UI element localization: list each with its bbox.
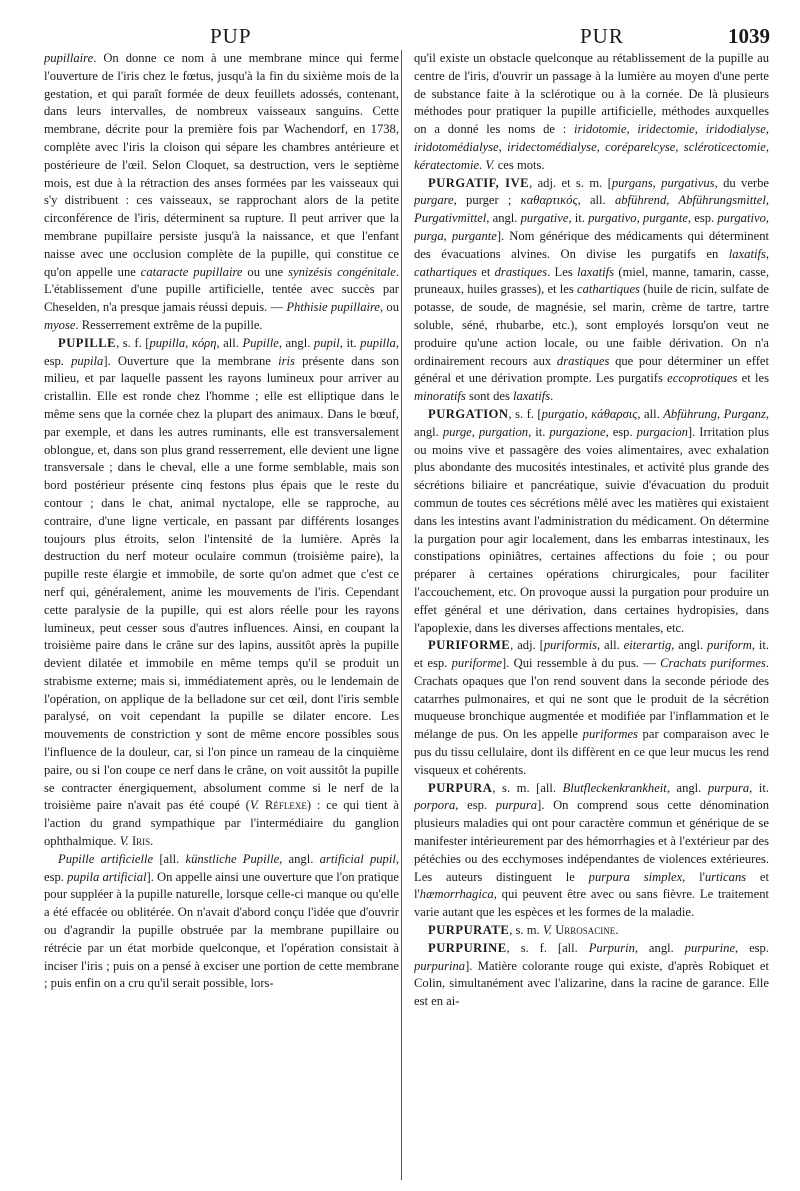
cross-reference: Urrosacine xyxy=(555,923,616,938)
body-text: , angl. xyxy=(486,211,521,226)
italic-text: pupillaire xyxy=(44,51,94,65)
italic-text: iridotomie, iridectomie, iridodialyse, iridotomédialyse, iridectomédialyse, coréparelcyse, scléroticectomie, kératectomie xyxy=(414,122,769,172)
italic-text: V. xyxy=(485,157,495,172)
right-running-headword: PUR xyxy=(580,24,624,48)
right-column xyxy=(414,50,769,1185)
body-text: ]. On comprend sous cette dénomination plusieurs maladies qui ont pour caractère commun et générique de se manifester intérieurement par des hémorrhagies et à l'extérieur par des pétéchies ou des ecchymoses indépendantes de violences extérieures. Les auteurs distinguent le xyxy=(414,798,769,884)
italic-text: cataracte pupillaire xyxy=(140,264,243,279)
italic-text: purgans, purgativus xyxy=(611,175,715,190)
body-text: (miel, manne, tamarin, casse, pruneaux, huiles grasses), et les xyxy=(414,264,769,297)
body-text: que pour déterminer un effet général et une dérivation prompte. Les purgatifs xyxy=(414,353,769,386)
body-text: , angl. xyxy=(634,940,685,955)
body-text: (huile de ricin, sulfate de potasse, de soude, de magnésie, sel marin, crème de tartre, tartre soluble, séné, rhubarbe, etc.), sont employés lorsqu'on veut ne produire qu'une action locale, ou une faible dérivation. On n'a ordinairement recours aux xyxy=(414,282,769,368)
body-text: , adj. [ xyxy=(510,638,544,653)
body-text: . Les xyxy=(547,264,577,279)
body-text: ]. Matière colorante rouge qui existe, d'après Robiquet et Colin, simultanément avec l'alizarine, dans la racine de garance. Elle est en ai- xyxy=(414,958,769,1009)
dictionary-paragraph xyxy=(414,406,769,637)
italic-text: künstliche Pupille xyxy=(185,851,280,866)
italic-text: Pupille xyxy=(242,335,279,350)
body-text: . L'établissement d'une pupille artificielle, tentée avec succès par Cheselden, n'a presque jamais réussi depuis. — xyxy=(44,264,399,315)
body-text: ou une xyxy=(242,264,289,279)
italic-text: purgazione xyxy=(549,424,606,439)
body-text: par comparaison avec le pus du tissu cellulaire, dont ils diffèrent en ce que leur mucus les rend visqueux et cohérents. xyxy=(414,727,769,777)
left-column xyxy=(44,50,399,1185)
body-text: ) : ce qui tient à l'action du grand sympathique par l'intermédiaire du ganglion ophthalmique. xyxy=(44,798,399,849)
italic-text: pupil xyxy=(313,335,340,350)
italic-text: purpurina xyxy=(414,958,466,973)
italic-text: porpora xyxy=(414,798,456,813)
italic-text: iris xyxy=(278,353,295,368)
body-text: , s. m. [all. xyxy=(492,780,563,795)
dictionary-paragraph xyxy=(44,50,399,335)
body-text: , angl. xyxy=(278,335,314,350)
body-text: , qui peuvent être avec ou sans fièvre. Le traitement varie autant que les espèces et les formes de la maladie. xyxy=(414,887,769,920)
dictionary-paragraph xyxy=(44,335,399,851)
italic-text: Blutfleckenkrankheit xyxy=(562,780,667,795)
body-text: , l' xyxy=(682,869,705,884)
body-text: , it. et esp. xyxy=(414,638,769,671)
cross-reference: Iris xyxy=(131,834,151,849)
dictionary-paragraph xyxy=(414,637,769,779)
body-text: , esp. xyxy=(735,940,769,955)
body-text: sont des xyxy=(465,389,514,404)
body-text: , angl. xyxy=(671,638,708,653)
dictionary-paragraph xyxy=(414,922,769,940)
italic-text: hæmorrhagica xyxy=(419,887,494,902)
body-text: et xyxy=(476,264,495,279)
body-text: . xyxy=(479,157,486,172)
dictionary-paragraph xyxy=(44,851,399,993)
body-text: , xyxy=(185,335,192,350)
italic-text: purgatio xyxy=(541,406,585,421)
body-text: , it. xyxy=(568,211,589,226)
page-number: 1039 xyxy=(728,24,770,48)
italic-text: puriformes xyxy=(582,727,638,742)
column-rule xyxy=(401,50,402,1180)
body-text: ]. On appelle ainsi une ouverture que l'on pratique pour suppléer à la pupille naturelle, lorsque celle-ci manque ou qu'elle a été effacée ou oblitérée. On n'avait d'abord conçu l'idée que d'ouvrir ou d'agrandir la pupille obstruée par la membrane pupillaire ou rétrécie par un état morbide quelconque, et l'opération consistait à inciser l'iris ; puis on a pensé à exciser une portion de cette membrane ; puis enfin on a cru qu'il serait possible, lors- xyxy=(44,869,399,991)
body-text: ]. Ouverture que la membrane xyxy=(103,353,279,368)
body-text: , all. xyxy=(216,335,243,350)
body-text: , du verbe xyxy=(714,175,769,190)
body-text: présente dans son milieu, et par laquelle passent les rayons lumineux pour arriver au cristallin. Elle est ronde chez l'homme ; elle est elliptique dans le même sens que la cornée chez la plupart des animaux. Dans le bœuf, par exemple, et dans les autres ruminants, elle est transversalement oblongue, et, dans son plus grand resserrement, elle devient une ligne transversale ; dans le cheval, elle a une forme semblable, mais son bord postérieur présente cinq festons plus épais que le reste du contour ; dans le chat, animal nyctalope, elle se rapproche, au contraire, d'une ligne verticale, en passant par différents losanges toujours plus étroits, selon l'intensité de la lumière. Après la destruction du nerf moteur oculaire commun (troisième paire), la pupille reste élargie et immobile, de sorte qu'on admet que c'est ce nerf qui, généralement, anime les mouvements de l'iris. Cependant cette paralysie de la pupille, qui est alors réelle pour les rayons lumineux, peut cesser sous d'autres influences. Ainsi, en coupant la troisième paire dans le crâne sur des lapins, aussitôt après la pupille devient dilatée et immobile en même temps qu'il se produit un strabisme externe; mais si, immédiatement après, ou le lendemain de l'opération, on applique de la belladone sur cet œil, dont l'iris semble paralysé, on voit cependant la pupille se dilater encore. Les mouvements de constriction y sont de même encore possibles sous l'influence de la douleur, car, si l'on pince un rameau de la cinquième paire, ou si l'on coupe ce nerf dans le crâne, on voit aussitôt la pupille se contracter énergiquement, absolument comme si le nerf de la troisième paire n'avait pas été coupé ( xyxy=(44,353,399,813)
italic-text: V. xyxy=(542,923,553,938)
italic-text: pupila artificial xyxy=(67,869,147,884)
entry-headword: PUPILLE xyxy=(58,335,117,350)
italic-text: V. xyxy=(249,798,260,813)
italic-text: purgative xyxy=(520,211,569,226)
body-text: ]. Nom générique des médicaments qui déterminent des évacuations alvines. On divise les purgatifs en xyxy=(414,228,769,261)
body-text: , it. xyxy=(749,780,769,795)
italic-text: laxatifs, cathartiques xyxy=(414,246,769,279)
body-text: , ou xyxy=(380,300,399,315)
italic-text: κάθαρσις xyxy=(591,406,638,421)
body-text: . Resserrement extrême de la pupille. xyxy=(75,317,263,332)
italic-text: cathartiques xyxy=(576,282,640,297)
italic-text: κόρη xyxy=(191,335,217,350)
entry-headword: PURGATION xyxy=(428,406,509,421)
italic-text: minoratifs xyxy=(414,389,466,404)
italic-text: purpura xyxy=(707,780,750,795)
italic-text: Phthisie pupillaire xyxy=(286,300,381,315)
italic-text: purgare xyxy=(414,193,454,208)
italic-text: V. xyxy=(119,834,129,849)
entry-headword: PURPURINE xyxy=(428,940,507,955)
body-text: , xyxy=(584,406,592,421)
italic-text: synizésis congénitale xyxy=(288,264,396,279)
body-text: , all. xyxy=(577,193,615,208)
body-text: . On donne ce nom à une membrane mince qui ferme l'ouverture de l'iris chez le fœtus, jusqu'à la fin du sixième mois de la gestation, et qui paraît formée de deux feuillets adossés, contenant, dans leurs intervalles, de nombreux vaisseaux sanguins. Cette membrane, décrite pour la première fois par Wachendorf, en 1738, complète avec l'iris la cloison qui sépare les chambres antérieure et postérieure de l'œil. Selon Cloquet, sa destruction, vers le septième mois, est due à la rétraction des anses formées par les vaisseaux qui s'y distribuent : ces vaisseaux, se rapprochant alors de la petite circonférence de l'iris, déterminent sa rupture. Il peut arriver que la membrane pupillaire persiste jusqu'à la naissance, et que l'enfant naisse avec une occlusion complète de la pupille, qui constitue ce qu'on appelle une xyxy=(44,51,399,279)
italic-text: καθαρτικός xyxy=(520,193,578,208)
italic-text: purpurine xyxy=(684,940,736,955)
italic-text: Crachats puriformes xyxy=(660,656,766,671)
body-text: , it. xyxy=(528,424,550,439)
body-text: ]. Qui ressemble à du pus. — xyxy=(502,656,661,671)
body-text: . xyxy=(150,834,154,849)
italic-text: pupila xyxy=(71,353,104,368)
body-text: , esp. xyxy=(44,851,399,884)
dictionary-paragraph xyxy=(414,50,769,175)
body-text: , it. xyxy=(339,335,361,350)
italic-text: urticans xyxy=(704,869,747,884)
cross-reference: Réflexe xyxy=(264,798,307,813)
dictionary-paragraph xyxy=(414,940,769,1011)
body-text: , s. f. [ xyxy=(508,406,542,421)
italic-text: purgacion xyxy=(636,424,688,439)
italic-text: purpura xyxy=(495,798,538,813)
italic-text: eccoprotiques xyxy=(667,371,738,386)
italic-text: purpura simplex xyxy=(588,869,683,884)
italic-text: eiterartig xyxy=(623,638,672,653)
italic-text: Pupille artificielle xyxy=(58,851,154,866)
italic-text: purgativo, purgante xyxy=(588,211,688,226)
body-text: , s. f. [ xyxy=(116,335,150,350)
body-text: . xyxy=(615,923,619,938)
italic-text: Purpurin xyxy=(588,940,635,955)
italic-text: puriforme xyxy=(451,656,502,671)
body-text: , purger ; xyxy=(453,193,521,208)
body-text: et les xyxy=(737,371,769,386)
body-text: , s. m. xyxy=(509,923,543,938)
entry-headword: PURGATIF, IVE xyxy=(428,175,530,190)
body-text: , all. xyxy=(637,406,664,421)
body-text: [all. xyxy=(153,851,186,866)
entry-headword: PURPURATE xyxy=(428,923,510,938)
italic-text: pupilla xyxy=(149,335,186,350)
italic-text: purge, purgation xyxy=(442,424,529,439)
body-text: , adj. et s. m. [ xyxy=(529,175,612,190)
body-text: . Crachats opaques que l'on rend souvent dans la seconde période des catarrhes pulmonaires, et qui ne sont que le produit de la sécrétion muqueuse bronchique augmentée et modifiée par l'inflammation et le mélange de pus. On les appelle xyxy=(414,656,769,742)
body-text: , angl. xyxy=(666,780,708,795)
body-text: qu'il existe un obstacle quelconque au rétablissement de la pupille au centre de l'iris, d'ouvrir un passage à la lumière au moyen d'une perte de substance faite à la sclérotique ou à la cornée. De là plusieurs méthodes pour pratiquer la pupille artificielle, méthodes auxquelles on a donné les noms de : xyxy=(414,51,769,137)
italic-text: puriform xyxy=(707,638,752,653)
italic-text: myose xyxy=(44,317,76,332)
running-header xyxy=(40,24,770,50)
italic-text: pupilla xyxy=(360,335,396,350)
italic-text: laxatifs xyxy=(577,264,615,279)
body-text: , angl. xyxy=(279,851,320,866)
italic-text: laxatifs xyxy=(513,389,551,404)
left-running-headword: PUP xyxy=(210,24,252,48)
body-text: . xyxy=(550,389,554,404)
body-text: et l' xyxy=(414,869,769,902)
dictionary-paragraph xyxy=(414,175,769,406)
italic-text: abführend, Abführungsmittel, Purgativmittel xyxy=(414,193,769,226)
body-text: , all. xyxy=(597,638,624,653)
body-text: , esp. xyxy=(455,798,496,813)
italic-text: drastiques xyxy=(494,264,548,279)
body-text: ces mots. xyxy=(494,157,545,172)
italic-text: Abführung, Purganz xyxy=(663,406,766,421)
body-text: , angl. xyxy=(414,406,769,439)
body-text: , esp. xyxy=(605,424,637,439)
italic-text: puriformis xyxy=(543,638,597,653)
body-text: , s. f. [all. xyxy=(506,940,589,955)
body-text: , esp. xyxy=(687,211,718,226)
dictionary-paragraph xyxy=(414,780,769,922)
italic-text: artificial pupil xyxy=(319,851,396,866)
italic-text: drastiques xyxy=(556,353,610,368)
body-text: , esp. xyxy=(44,335,399,368)
entry-headword: PURPURA xyxy=(428,780,493,795)
italic-text: purgativo, purga, purgante xyxy=(414,211,769,243)
body-text: ]. Irritation plus ou moins vive et passagère des voies alimentaires, avec exhalation plus abondante des mucosités intestinales, et activité plus grande des sécrétions biliaire et pancréatique, suivie d'évacuation du produit commun de toutes ces sécrétions mêlé avec les matières qui existaient dans les intestins avant l'administration du médicament. On détermine la purgation pour agir localement, dans les embarras intestinaux, les constipations opiniâtres, certaines affections du foie ; ou pour préparer à certaines opérations chirurgicales, pour faciliter l'accouchement, etc. On provoque aussi la purgation pour produire un effet général et une dérivation, dans certaines hydropisies, dans l'apoplexie, dans les diverses affections mentales, etc. xyxy=(414,424,769,635)
entry-headword: PURIFORME xyxy=(428,638,511,653)
